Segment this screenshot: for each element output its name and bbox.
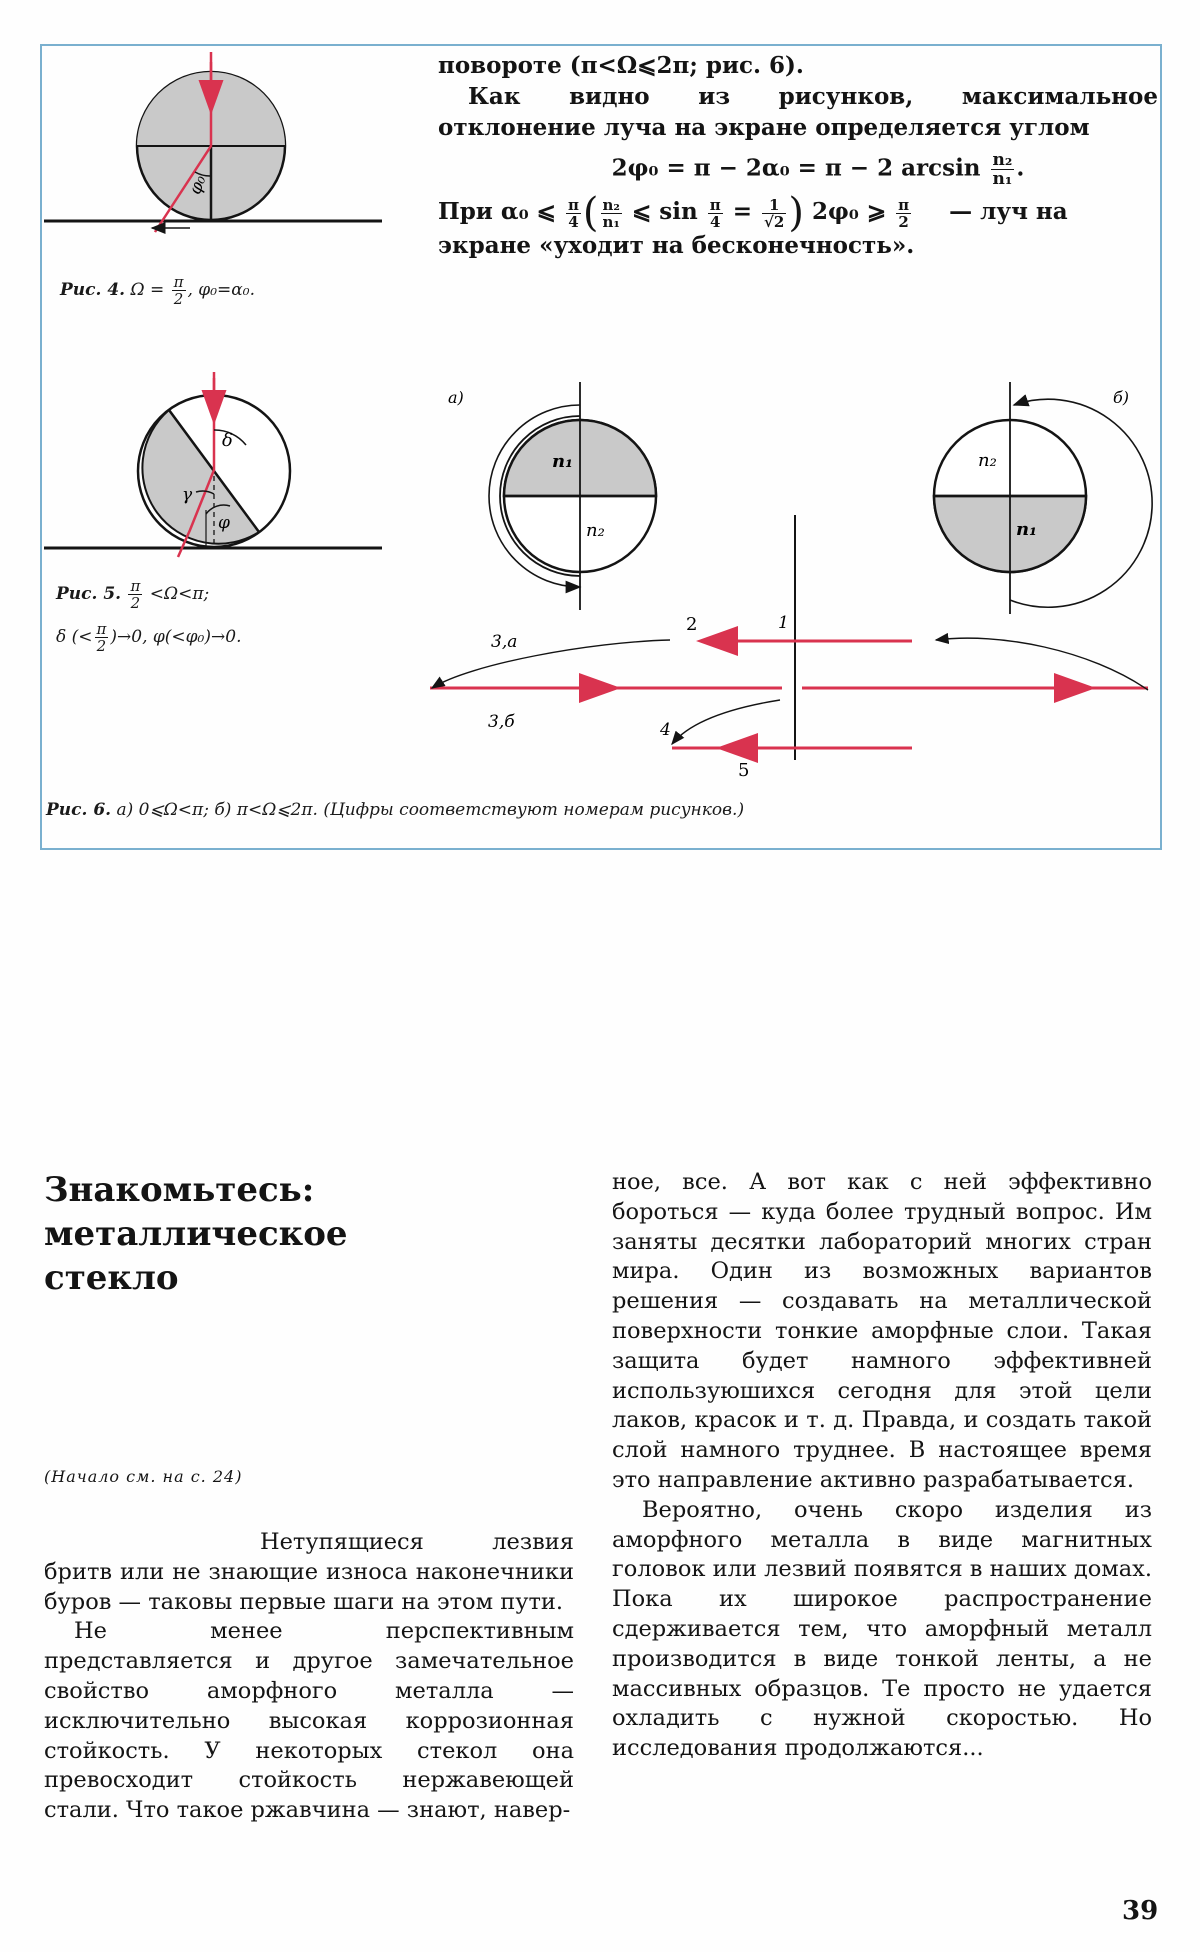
n2-b-label: n₂ (978, 450, 997, 471)
fig4-caption (60, 274, 255, 307)
formula-fraction (991, 151, 1015, 188)
box-condition-line: При α₀ ⩽ $\frac{\pi}{4}$ ( $\frac{\text{n₂}}{\text{n₁}}$ ⩽ sin $\frac{\pi}{4}$ = $\frac{1}{√2}$ ) 2φ₀ ⩾ $\frac{\pi}{2}$ — луч на (438, 190, 1068, 236)
formula-end: . (1016, 154, 1025, 182)
phi0-label: φ₀ (185, 172, 211, 198)
ray-1-label: 1 (778, 613, 789, 633)
fig5-caption-line2 (56, 621, 241, 654)
box-formula (438, 151, 1158, 188)
fig5-caption-frac: $\frac{\pi}{2}$ (130, 577, 141, 612)
title-line-2: металлическое (44, 1214, 348, 1254)
cond-tail: — луч на (949, 198, 1068, 225)
n2-a-label: n₂ (586, 520, 605, 541)
panel-a-label: а) (448, 388, 464, 407)
article-column-right (612, 1168, 1152, 1764)
formula-left: 2φ₀ = π − 2α₀ = π − 2 arcsin (611, 154, 981, 182)
figure-6-panel-b (934, 382, 1152, 614)
fig5-line2-frac: $\frac{\pi}{2}$ (96, 620, 107, 655)
fig5-caption-text: <Ω<π; (149, 584, 210, 604)
right-paragraph-2: Вероятно, очень скоро изделия из аморфного металла в виде магнитных головок или лезвий появятся в наших домах. Пока их широкое распространение сдерживается тем, что аморфный металл производится в виде тонкой ленты, а не массивных образцов. Те просто не удается охладить с нужной скоростью. Но исследования продолжаются... (612, 1496, 1152, 1762)
n1-b-label: n₁ (1016, 519, 1037, 540)
right-paragraph-1: ное, все. А вот как с ней эффективно бороться — куда более трудный вопрос. Им заняты десятки лабораторий многих стран мира. Один из возможных вариантов решения — создавать на металлической поверхности тонкие аморфные слои. Такая защита будет намного эффективней используюшихся сегодня для этой цели лаков, красок и т. д. Правда, и создать такой слой намного труднее. В настоящее время это направление активно разрабатывается. (612, 1169, 1152, 1493)
figure-4 (44, 52, 382, 232)
cond-frac3: $\frac{\pi}{4}$ (709, 195, 721, 231)
ray-2-label: 2 (686, 614, 698, 635)
n1-a-label: n₁ (552, 451, 573, 472)
delta-label: δ (222, 430, 233, 451)
left-paragraph-2: Не менее перспективным представляется и другое замечательное свойство аморфного металла — исключительно высокая коррозионная стойкость. У некоторых стекол она превосходит стойкость нержавеющей стали. Что такое ржавчина — знают, навер- (44, 1618, 574, 1824)
fig4-caption-text-a: Ω = (130, 280, 165, 300)
fig4-caption-label: Рис. 4. (60, 280, 126, 300)
fig6-caption (46, 797, 744, 823)
fig5-caption (56, 578, 241, 654)
formula-den: n₁ (992, 169, 1013, 189)
cond-frac1: $\frac{\pi}{4}$ (567, 195, 579, 231)
fig4-caption-text-b: , φ₀=α₀. (187, 280, 255, 300)
cond-frac4: $\frac{1}{√2}$ (764, 195, 785, 231)
formula-num: n₂ (992, 150, 1013, 170)
cond-after: 2φ₀ ⩾ (811, 198, 887, 225)
title-line-3: стекло (44, 1258, 179, 1298)
page-number: 39 (1122, 1896, 1159, 1926)
fig5-line2-a: δ (< (56, 627, 93, 647)
ray-4-label: 4 (660, 720, 671, 740)
cond-frac2: $\frac{\text{n₂}}{\text{n₁}}$ (602, 195, 621, 231)
fig5-caption-line1 (56, 578, 241, 611)
cond-frac5: $\frac{\pi}{2}$ (898, 195, 910, 231)
figure-6-panel-a (448, 382, 656, 610)
box-text-last: экране «уходит на бесконечность». (438, 231, 915, 259)
continued-note: (Начало см. на с. 24) (44, 1467, 243, 1486)
title-line-1: Знакомьтесь: (44, 1170, 315, 1210)
fig6-caption-text: а) 0⩽Ω<π; б) π<Ω⩽2π. (Цифры соответствуют номерам рисунков.) (116, 800, 745, 820)
fig5-caption-label: Рис. 5. (56, 584, 122, 604)
cond-pri: При α₀ ⩽ (438, 198, 556, 225)
fig4-caption-frac: $\frac{\pi}{2}$ (173, 273, 184, 308)
fig6-caption-label: Рис. 6. (46, 800, 112, 820)
figure-5 (44, 372, 382, 557)
panel-b-label: б) (1113, 388, 1130, 407)
ray-3a-label: 3,а (491, 632, 518, 652)
article-column-left (44, 1528, 574, 1826)
phi-label: φ (218, 513, 230, 533)
cond-mid: ⩽ sin (632, 198, 698, 225)
fig5-line2-b: )→0, φ(<φ₀)→0. (110, 627, 242, 647)
ray-5-label: 5 (738, 760, 750, 781)
ray-3b-label: 3,б (488, 712, 515, 732)
figure-box-text (438, 50, 1158, 261)
box-text-line1: повороте (π<Ω⩽2π; рис. 6). (438, 52, 804, 79)
left-paragraph-1: Нетупящиеся лезвия бритв или не знающие износа наконечники буров — таковы первые шаги на этом пути. (44, 1529, 574, 1615)
cond-eq: = (732, 198, 753, 225)
gamma-label: γ (182, 485, 193, 505)
box-text-para2: Как видно из рисунков, максимальное отклонение луча на экране определяется углом (438, 83, 1158, 141)
article-title (44, 1168, 404, 1300)
